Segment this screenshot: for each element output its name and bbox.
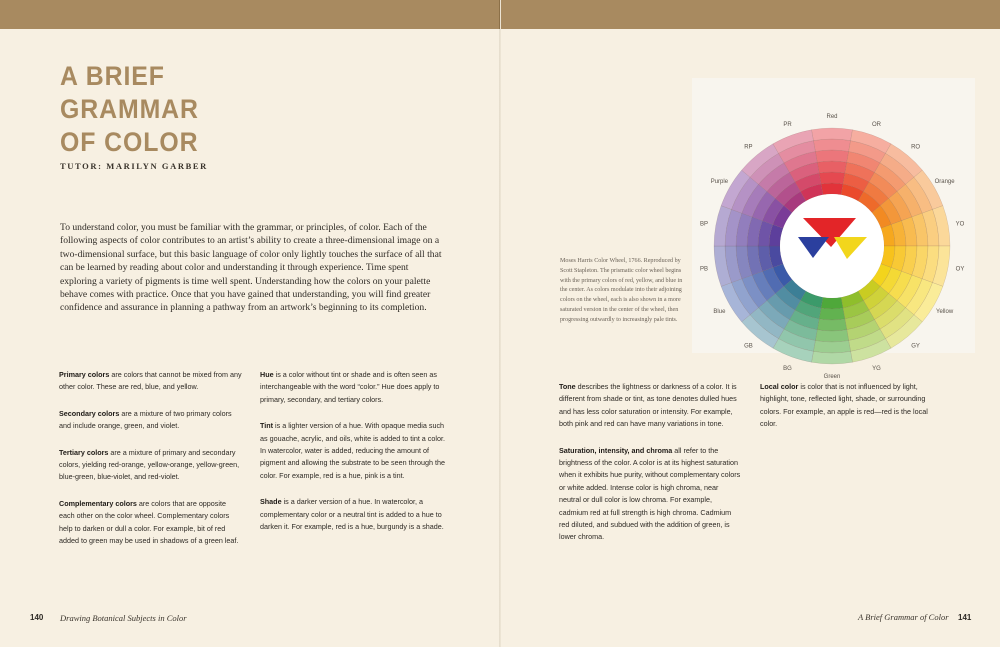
definition-complementary-colors [59,498,243,548]
definitions-column-4 [760,381,940,445]
wheel-label-pb: PB [699,266,709,273]
intro-paragraph: To understand color, you must be familiar with the grammar, or principles, of color. Each of the following aspects of color contributes to an artist’s ability to create a three-dimensional image on a two-dimensional surface, but this basic language of color only lightly touches the surface of all that can be learned by reading about color and understanding it through experience. Time spent exploring a variety of pigments is time well spent. Understanding how the colors on your palette behave comes with practice. Once that you have gained that understanding, you will find greater confidence and assurance in planning a pathway from an artwork’s beginning to its completion. [60,222,442,314]
term-secondary-colors: Secondary colors [59,408,120,418]
term-tone: Tone [559,382,576,391]
wheel-label-ro: RO [911,144,921,151]
text-hue: is a color without tint or shade and is often seen as interchangeable with the word “color.” Hue does apply to primary, secondary, and tertiary colors. [260,370,440,404]
wheel-segment-red-ring-5 [813,139,850,151]
wheel-segment-red-ring-3 [817,161,847,173]
wheel-label-green: Green [823,374,841,380]
definitions-column-3 [559,381,741,558]
color-wheel [692,78,975,380]
wheel-label-purple: Purple [710,179,729,185]
text-shade: is a darker version of a hue. In watercolor, a complementary color or a neutral tint is added to a hue to darken it. For example, red is a hue, burgundy is a shade. [260,497,444,532]
definition-shade [260,496,446,533]
wheel-label-yellow: Yellow [936,309,954,315]
chapter-title-line-3: OF COLOR [60,127,199,157]
definition-tint [260,420,446,482]
wheel-label-bg: BG [783,366,792,373]
wheel-label-yo: YO [955,221,965,228]
term-tint: Tint [260,421,274,431]
chapter-title-line-2: GRAMMAR [60,94,199,124]
wheel-segment-green-ring-5 [813,341,850,353]
wheel-label-oy: OY [955,266,965,273]
text-tone: describes the lightness or darkness of a color. It is different from shade or tint, as tone denotes dulled hues and has less color saturation or intensity. For example, both pink and red can have many variations in tone. [559,382,737,429]
wheel-segment-green-ring-3 [817,319,847,331]
text-complementary-colors: are colors that are opposite each other on the color wheel. Complementary colors help to darken or dull a color. For example, bit of red added to green may be used in shadows of a green leaf. [59,498,239,546]
wheel-label-or: OR [872,121,881,128]
term-tertiary-colors: Tertiary colors [59,447,109,457]
wheel-label-blue: Blue [713,309,726,315]
wheel-label-pr: PR [783,121,792,128]
wheel-label-yg: YG [872,366,881,373]
wheel-label-red: Red [826,114,838,120]
wheel-segment-red-ring-4 [815,150,848,162]
chapter-title-line-1: A BRIEF [60,61,165,91]
wheel-segment-green-ring-4 [815,330,848,342]
wheel-segment-green-ring-6 [812,351,853,364]
tutor-credit: TUTOR: MARILYN GARBER [60,161,208,171]
text-secondary-colors: are a mixture of two primary colors and include orange, green, and violet. [59,408,232,431]
definition-saturation [559,445,741,544]
definition-primary-colors [59,369,243,394]
definition-local-color [760,381,940,431]
wheel-label-gy: GY [911,343,920,350]
wheel-label-orange: Orange [934,179,955,185]
right-page-number: 141 [958,613,972,622]
wheel-label-gb: GB [744,343,753,350]
term-hue: Hue [260,370,274,379]
wheel-caption: Moses Harris Color Wheel, 1766. Reproduced by Scott Stapleton. The prismatic color wheel begins with the primary colors of red, yellow, and blue in the center. As colors modulate into their adjoining colors on the wheel, each is also shown in a more saturated version in the center of the wheel, then progressing outwardly to increasingly pale tints. [560,258,683,323]
term-shade: Shade [260,497,282,507]
definition-hue [260,369,446,406]
term-complementary-colors: Complementary colors [59,498,137,508]
wheel-label-bp: BP [699,221,709,228]
left-running-title: Drawing Botanical Subjects in Color [60,613,187,623]
gutter-top-line [499,0,500,29]
left-page-number: 140 [30,613,44,622]
right-running-title: A Brief Grammar of Color [858,612,949,622]
text-local-color: is color that is not influenced by light, highlight, tone, reflected light, shade, or surrounding colors. For example, an apple is red—red is the local color. [760,382,928,429]
text-tertiary-colors: are a mixture of primary and secondary colors, yielding red-orange, yellow-orange, yellow-green, blue-green, blue-violet, and red-violet. [59,447,240,482]
term-saturation: Saturation, intensity, and chroma [559,445,673,455]
definition-tertiary-colors [59,447,243,484]
page-gutter [499,0,501,647]
term-primary-colors: Primary colors [59,370,110,379]
wheel-segment-red-ring-1 [821,183,843,195]
text-primary-colors: are colors that cannot be mixed from any other color. These are red, blue, and yellow. [59,370,242,392]
wheel-center-disc [780,194,884,298]
wheel-label-rp: RP [744,144,753,151]
chapter-title [60,60,262,159]
definition-secondary-colors [59,408,243,433]
definitions-column-1 [59,369,243,561]
text-saturation: all refer to the brightness of the color. A color is at its highest saturation when it exhibits hue purity, without complementary colors or white added. Intense color is high chroma, near neutral or dull color is low chroma. For example, cadmium red at full strength is high chroma. Cadmium red diluted, and subdued with the addition of green, is lower chroma. [559,445,741,542]
text-tint: is a lighter version of a hue. With opaque media such as gouache, acrylic, and oils, white is added to tint a color. In watercolor, water is added, reducing the amount of pigment and allowing the substrate to be seen through the color. For example, red is a hue, pink is a tint. [260,421,446,480]
wheel-segment-green-ring-2 [819,308,845,320]
term-local-color: Local color [760,382,799,391]
definition-tone [559,381,741,431]
color-wheel-figure [692,78,975,380]
wheel-segment-red-ring-6 [812,128,853,141]
wheel-segment-red-ring-2 [819,172,845,184]
definitions-column-2 [260,369,446,547]
wheel-segment-green-ring-1 [821,297,843,309]
